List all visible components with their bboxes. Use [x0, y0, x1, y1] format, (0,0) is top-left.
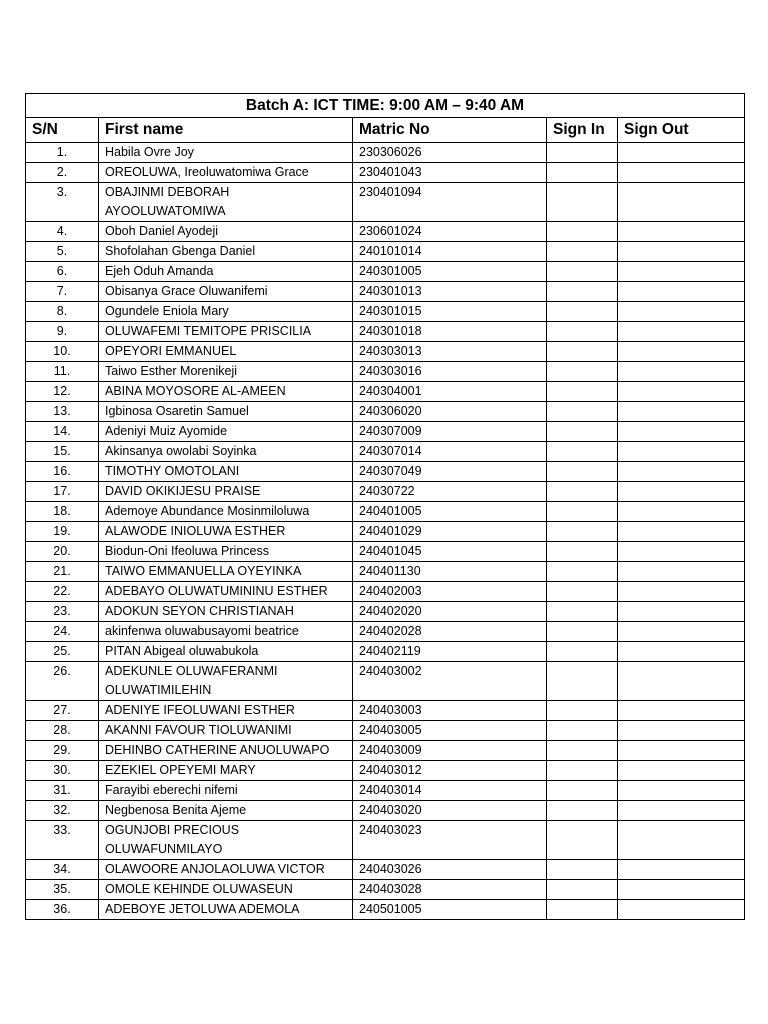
sign-in-cell[interactable]	[547, 801, 618, 821]
sign-out-cell[interactable]	[618, 502, 745, 522]
table-row	[26, 242, 745, 262]
header-first-name: First name	[99, 118, 353, 143]
sign-out-cell[interactable]	[618, 402, 745, 422]
sign-out-cell[interactable]	[618, 801, 745, 821]
table-row	[26, 482, 745, 502]
title-row	[26, 94, 745, 118]
first-name-cell: Shofolahan Gbenga Daniel	[99, 242, 353, 262]
serial-number-cell: 23.	[26, 602, 99, 622]
sign-in-cell[interactable]	[547, 721, 618, 741]
serial-number-cell: 2.	[26, 163, 99, 183]
sign-out-cell[interactable]	[618, 642, 745, 662]
sign-in-cell[interactable]	[547, 562, 618, 582]
sign-out-cell[interactable]	[618, 183, 745, 222]
table-row	[26, 701, 745, 721]
sign-in-cell[interactable]	[547, 402, 618, 422]
table-row	[26, 821, 745, 860]
table-row	[26, 422, 745, 442]
table-row	[26, 442, 745, 462]
first-name-cell: OLAWOORE ANJOLAOLUWA VICTOR	[99, 860, 353, 880]
sign-out-cell[interactable]	[618, 522, 745, 542]
table-row	[26, 143, 745, 163]
matric-no-cell: 240401029	[353, 522, 547, 542]
first-name-cell: Ademoye Abundance Mosinmiloluwa	[99, 502, 353, 522]
matric-no-cell: 240306020	[353, 402, 547, 422]
table-row	[26, 522, 745, 542]
sign-in-cell[interactable]	[547, 282, 618, 302]
sign-in-cell[interactable]	[547, 322, 618, 342]
first-name-cell: EZEKIEL OPEYEMI MARY	[99, 761, 353, 781]
first-name-cell: ADEKUNLE OLUWAFERANMI OLUWATIMILEHIN	[99, 662, 353, 701]
sign-out-cell[interactable]	[618, 362, 745, 382]
sign-out-cell[interactable]	[618, 542, 745, 562]
first-name-cell: Negbenosa Benita Ajeme	[99, 801, 353, 821]
matric-no-cell: 230401094	[353, 183, 547, 222]
table-row	[26, 900, 745, 920]
matric-no-cell: 240403012	[353, 761, 547, 781]
serial-number-cell: 15.	[26, 442, 99, 462]
first-name-cell: Oboh Daniel Ayodeji	[99, 222, 353, 242]
serial-number-cell: 5.	[26, 242, 99, 262]
serial-number-cell: 34.	[26, 860, 99, 880]
first-name-cell: ADEBAYO OLUWATUMININU ESTHER	[99, 582, 353, 602]
sign-out-cell[interactable]	[618, 582, 745, 602]
sign-in-cell[interactable]	[547, 741, 618, 761]
table-title: Batch A: ICT TIME: 9:00 AM – 9:40 AM	[26, 94, 745, 118]
matric-no-cell: 240403002	[353, 662, 547, 701]
sign-out-cell[interactable]	[618, 721, 745, 741]
table-row	[26, 222, 745, 242]
header-sn: S/N	[26, 118, 99, 143]
sign-in-cell[interactable]	[547, 482, 618, 502]
table-row	[26, 622, 745, 642]
serial-number-cell: 17.	[26, 482, 99, 502]
matric-no-cell: 230306026	[353, 143, 547, 163]
first-name-cell: DAVID OKIKIJESU PRAISE	[99, 482, 353, 502]
table-row	[26, 801, 745, 821]
sign-out-cell[interactable]	[618, 701, 745, 721]
sign-in-cell[interactable]	[547, 602, 618, 622]
matric-no-cell: 240307014	[353, 442, 547, 462]
sign-out-cell[interactable]	[618, 602, 745, 622]
sign-out-cell[interactable]	[618, 262, 745, 282]
matric-no-cell: 230401043	[353, 163, 547, 183]
first-name-cell: OPEYORI EMMANUEL	[99, 342, 353, 362]
serial-number-cell: 4.	[26, 222, 99, 242]
sign-in-cell[interactable]	[547, 860, 618, 880]
matric-no-cell: 240403009	[353, 741, 547, 761]
first-name-cell: AKANNI FAVOUR TIOLUWANIMI	[99, 721, 353, 741]
matric-no-cell: 240301018	[353, 322, 547, 342]
table-row	[26, 880, 745, 900]
table-row	[26, 362, 745, 382]
header-sign-in: Sign In	[547, 118, 618, 143]
first-name-cell: Akinsanya owolabi Soyinka	[99, 442, 353, 462]
sign-in-cell[interactable]	[547, 781, 618, 801]
serial-number-cell: 10.	[26, 342, 99, 362]
serial-number-cell: 35.	[26, 880, 99, 900]
sign-in-cell[interactable]	[547, 382, 618, 402]
matric-no-cell: 240403014	[353, 781, 547, 801]
header-matric-no: Matric No	[353, 118, 547, 143]
matric-no-cell: 240501005	[353, 900, 547, 920]
serial-number-cell: 14.	[26, 422, 99, 442]
serial-number-cell: 31.	[26, 781, 99, 801]
sign-in-cell[interactable]	[547, 183, 618, 222]
table-row	[26, 741, 745, 761]
first-name-cell: Adeniyi Muiz Ayomide	[99, 422, 353, 442]
serial-number-cell: 33.	[26, 821, 99, 860]
sign-out-cell[interactable]	[618, 462, 745, 482]
sign-out-cell[interactable]	[618, 442, 745, 462]
sign-in-cell[interactable]	[547, 502, 618, 522]
sign-out-cell[interactable]	[618, 163, 745, 183]
first-name-cell: Ogundele Eniola Mary	[99, 302, 353, 322]
matric-no-cell: 240301013	[353, 282, 547, 302]
sign-in-cell[interactable]	[547, 462, 618, 482]
sign-in-cell[interactable]	[547, 522, 618, 542]
sign-out-cell[interactable]	[618, 662, 745, 701]
matric-no-cell: 240401005	[353, 502, 547, 522]
matric-no-cell: 240403003	[353, 701, 547, 721]
matric-no-cell: 240301005	[353, 262, 547, 282]
matric-no-cell: 240307049	[353, 462, 547, 482]
matric-no-cell: 240403026	[353, 860, 547, 880]
table-row	[26, 562, 745, 582]
table-row	[26, 163, 745, 183]
table-row	[26, 781, 745, 801]
serial-number-cell: 24.	[26, 622, 99, 642]
sign-out-cell[interactable]	[618, 482, 745, 502]
sign-in-cell[interactable]	[547, 900, 618, 920]
first-name-cell: Taiwo Esther Morenikeji	[99, 362, 353, 382]
matric-no-cell: 240402028	[353, 622, 547, 642]
first-name-cell: Biodun-Oni Ifeoluwa Princess	[99, 542, 353, 562]
matric-no-cell: 240403023	[353, 821, 547, 860]
serial-number-cell: 3.	[26, 183, 99, 222]
first-name-cell: akinfenwa oluwabusayomi beatrice	[99, 622, 353, 642]
matric-no-cell: 240101014	[353, 242, 547, 262]
sign-in-cell[interactable]	[547, 701, 618, 721]
sign-out-cell[interactable]	[618, 880, 745, 900]
sign-in-cell[interactable]	[547, 442, 618, 462]
table-row	[26, 602, 745, 622]
sign-out-cell[interactable]	[618, 562, 745, 582]
sign-in-cell[interactable]	[547, 542, 618, 562]
matric-no-cell: 240403028	[353, 880, 547, 900]
serial-number-cell: 6.	[26, 262, 99, 282]
first-name-cell: ADEBOYE JETOLUWA ADEMOLA	[99, 900, 353, 920]
matric-no-cell: 240304001	[353, 382, 547, 402]
sign-in-cell[interactable]	[547, 143, 618, 163]
sign-out-cell[interactable]	[618, 302, 745, 322]
matric-no-cell: 240402119	[353, 642, 547, 662]
sign-in-cell[interactable]	[547, 642, 618, 662]
sign-in-cell[interactable]	[547, 242, 618, 262]
serial-number-cell: 29.	[26, 741, 99, 761]
table-row	[26, 382, 745, 402]
sign-in-cell[interactable]	[547, 880, 618, 900]
sign-in-cell[interactable]	[547, 163, 618, 183]
serial-number-cell: 1.	[26, 143, 99, 163]
sign-in-cell[interactable]	[547, 622, 618, 642]
sign-in-cell[interactable]	[547, 262, 618, 282]
table-row	[26, 860, 745, 880]
attendance-table	[25, 93, 745, 920]
table-row	[26, 761, 745, 781]
sign-out-cell[interactable]	[618, 143, 745, 163]
first-name-cell: PITAN Abigeal oluwabukola	[99, 642, 353, 662]
table-row	[26, 721, 745, 741]
sign-in-cell[interactable]	[547, 362, 618, 382]
serial-number-cell: 13.	[26, 402, 99, 422]
table-row	[26, 282, 745, 302]
sign-in-cell[interactable]	[547, 222, 618, 242]
first-name-cell: Obisanya Grace Oluwanifemi	[99, 282, 353, 302]
serial-number-cell: 19.	[26, 522, 99, 542]
header-row	[26, 118, 745, 143]
serial-number-cell: 7.	[26, 282, 99, 302]
matric-no-cell: 230601024	[353, 222, 547, 242]
matric-no-cell: 240301015	[353, 302, 547, 322]
serial-number-cell: 21.	[26, 562, 99, 582]
table-row	[26, 302, 745, 322]
first-name-cell: OREOLUWA, Ireoluwatomiwa Grace	[99, 163, 353, 183]
sign-out-cell[interactable]	[618, 900, 745, 920]
serial-number-cell: 12.	[26, 382, 99, 402]
header-sign-out: Sign Out	[618, 118, 745, 143]
table-row	[26, 542, 745, 562]
sign-out-cell[interactable]	[618, 322, 745, 342]
sign-in-cell[interactable]	[547, 821, 618, 860]
sign-out-cell[interactable]	[618, 382, 745, 402]
first-name-cell: Farayibi eberechi nifemi	[99, 781, 353, 801]
sign-in-cell[interactable]	[547, 302, 618, 322]
first-name-cell: DEHINBO CATHERINE ANUOLUWAPO	[99, 741, 353, 761]
serial-number-cell: 25.	[26, 642, 99, 662]
serial-number-cell: 18.	[26, 502, 99, 522]
first-name-cell: ALAWODE INIOLUWA ESTHER	[99, 522, 353, 542]
table-body	[26, 143, 745, 920]
first-name-cell: OLUWAFEMI TEMITOPE PRISCILIA	[99, 322, 353, 342]
first-name-cell: OMOLE KEHINDE OLUWASEUN	[99, 880, 353, 900]
matric-no-cell: 240402003	[353, 582, 547, 602]
serial-number-cell: 22.	[26, 582, 99, 602]
table-row	[26, 582, 745, 602]
first-name-cell: ADOKUN SEYON CHRISTIANAH	[99, 602, 353, 622]
serial-number-cell: 27.	[26, 701, 99, 721]
sign-in-cell[interactable]	[547, 422, 618, 442]
serial-number-cell: 26.	[26, 662, 99, 701]
sign-out-cell[interactable]	[618, 222, 745, 242]
first-name-cell: OBAJINMI DEBORAH AYOOLUWATOMIWA	[99, 183, 353, 222]
sign-out-cell[interactable]	[618, 761, 745, 781]
sign-out-cell[interactable]	[618, 342, 745, 362]
serial-number-cell: 32.	[26, 801, 99, 821]
serial-number-cell: 30.	[26, 761, 99, 781]
matric-no-cell: 240307009	[353, 422, 547, 442]
sign-in-cell[interactable]	[547, 342, 618, 362]
first-name-cell: Habila Ovre Joy	[99, 143, 353, 163]
table-row	[26, 662, 745, 701]
sign-out-cell[interactable]	[618, 741, 745, 761]
sign-out-cell[interactable]	[618, 860, 745, 880]
sign-out-cell[interactable]	[618, 821, 745, 860]
sign-in-cell[interactable]	[547, 662, 618, 701]
first-name-cell: TAIWO EMMANUELLA OYEYINKA	[99, 562, 353, 582]
first-name-cell: ABINA MOYOSORE AL-AMEEN	[99, 382, 353, 402]
sign-in-cell[interactable]	[547, 582, 618, 602]
matric-no-cell: 240403020	[353, 801, 547, 821]
matric-no-cell: 240402020	[353, 602, 547, 622]
matric-no-cell: 240303016	[353, 362, 547, 382]
serial-number-cell: 28.	[26, 721, 99, 741]
table-row	[26, 183, 745, 222]
serial-number-cell: 11.	[26, 362, 99, 382]
table-row	[26, 642, 745, 662]
first-name-cell: Igbinosa Osaretin Samuel	[99, 402, 353, 422]
serial-number-cell: 36.	[26, 900, 99, 920]
table-row	[26, 322, 745, 342]
table-row	[26, 402, 745, 422]
first-name-cell: OGUNJOBI PRECIOUS OLUWAFUNMILAYO	[99, 821, 353, 860]
matric-no-cell: 240401130	[353, 562, 547, 582]
matric-no-cell: 240403005	[353, 721, 547, 741]
matric-no-cell: 24030722	[353, 482, 547, 502]
sign-out-cell[interactable]	[618, 282, 745, 302]
table-row	[26, 502, 745, 522]
first-name-cell: TIMOTHY OMOTOLANI	[99, 462, 353, 482]
sign-out-cell[interactable]	[618, 622, 745, 642]
table-row	[26, 262, 745, 282]
first-name-cell: ADENIYE IFEOLUWANI ESTHER	[99, 701, 353, 721]
first-name-cell: Ejeh Oduh Amanda	[99, 262, 353, 282]
serial-number-cell: 9.	[26, 322, 99, 342]
sign-in-cell[interactable]	[547, 761, 618, 781]
matric-no-cell: 240401045	[353, 542, 547, 562]
table-row	[26, 462, 745, 482]
matric-no-cell: 240303013	[353, 342, 547, 362]
table-row	[26, 342, 745, 362]
serial-number-cell: 20.	[26, 542, 99, 562]
serial-number-cell: 8.	[26, 302, 99, 322]
sign-out-cell[interactable]	[618, 422, 745, 442]
sign-out-cell[interactable]	[618, 781, 745, 801]
serial-number-cell: 16.	[26, 462, 99, 482]
sign-out-cell[interactable]	[618, 242, 745, 262]
